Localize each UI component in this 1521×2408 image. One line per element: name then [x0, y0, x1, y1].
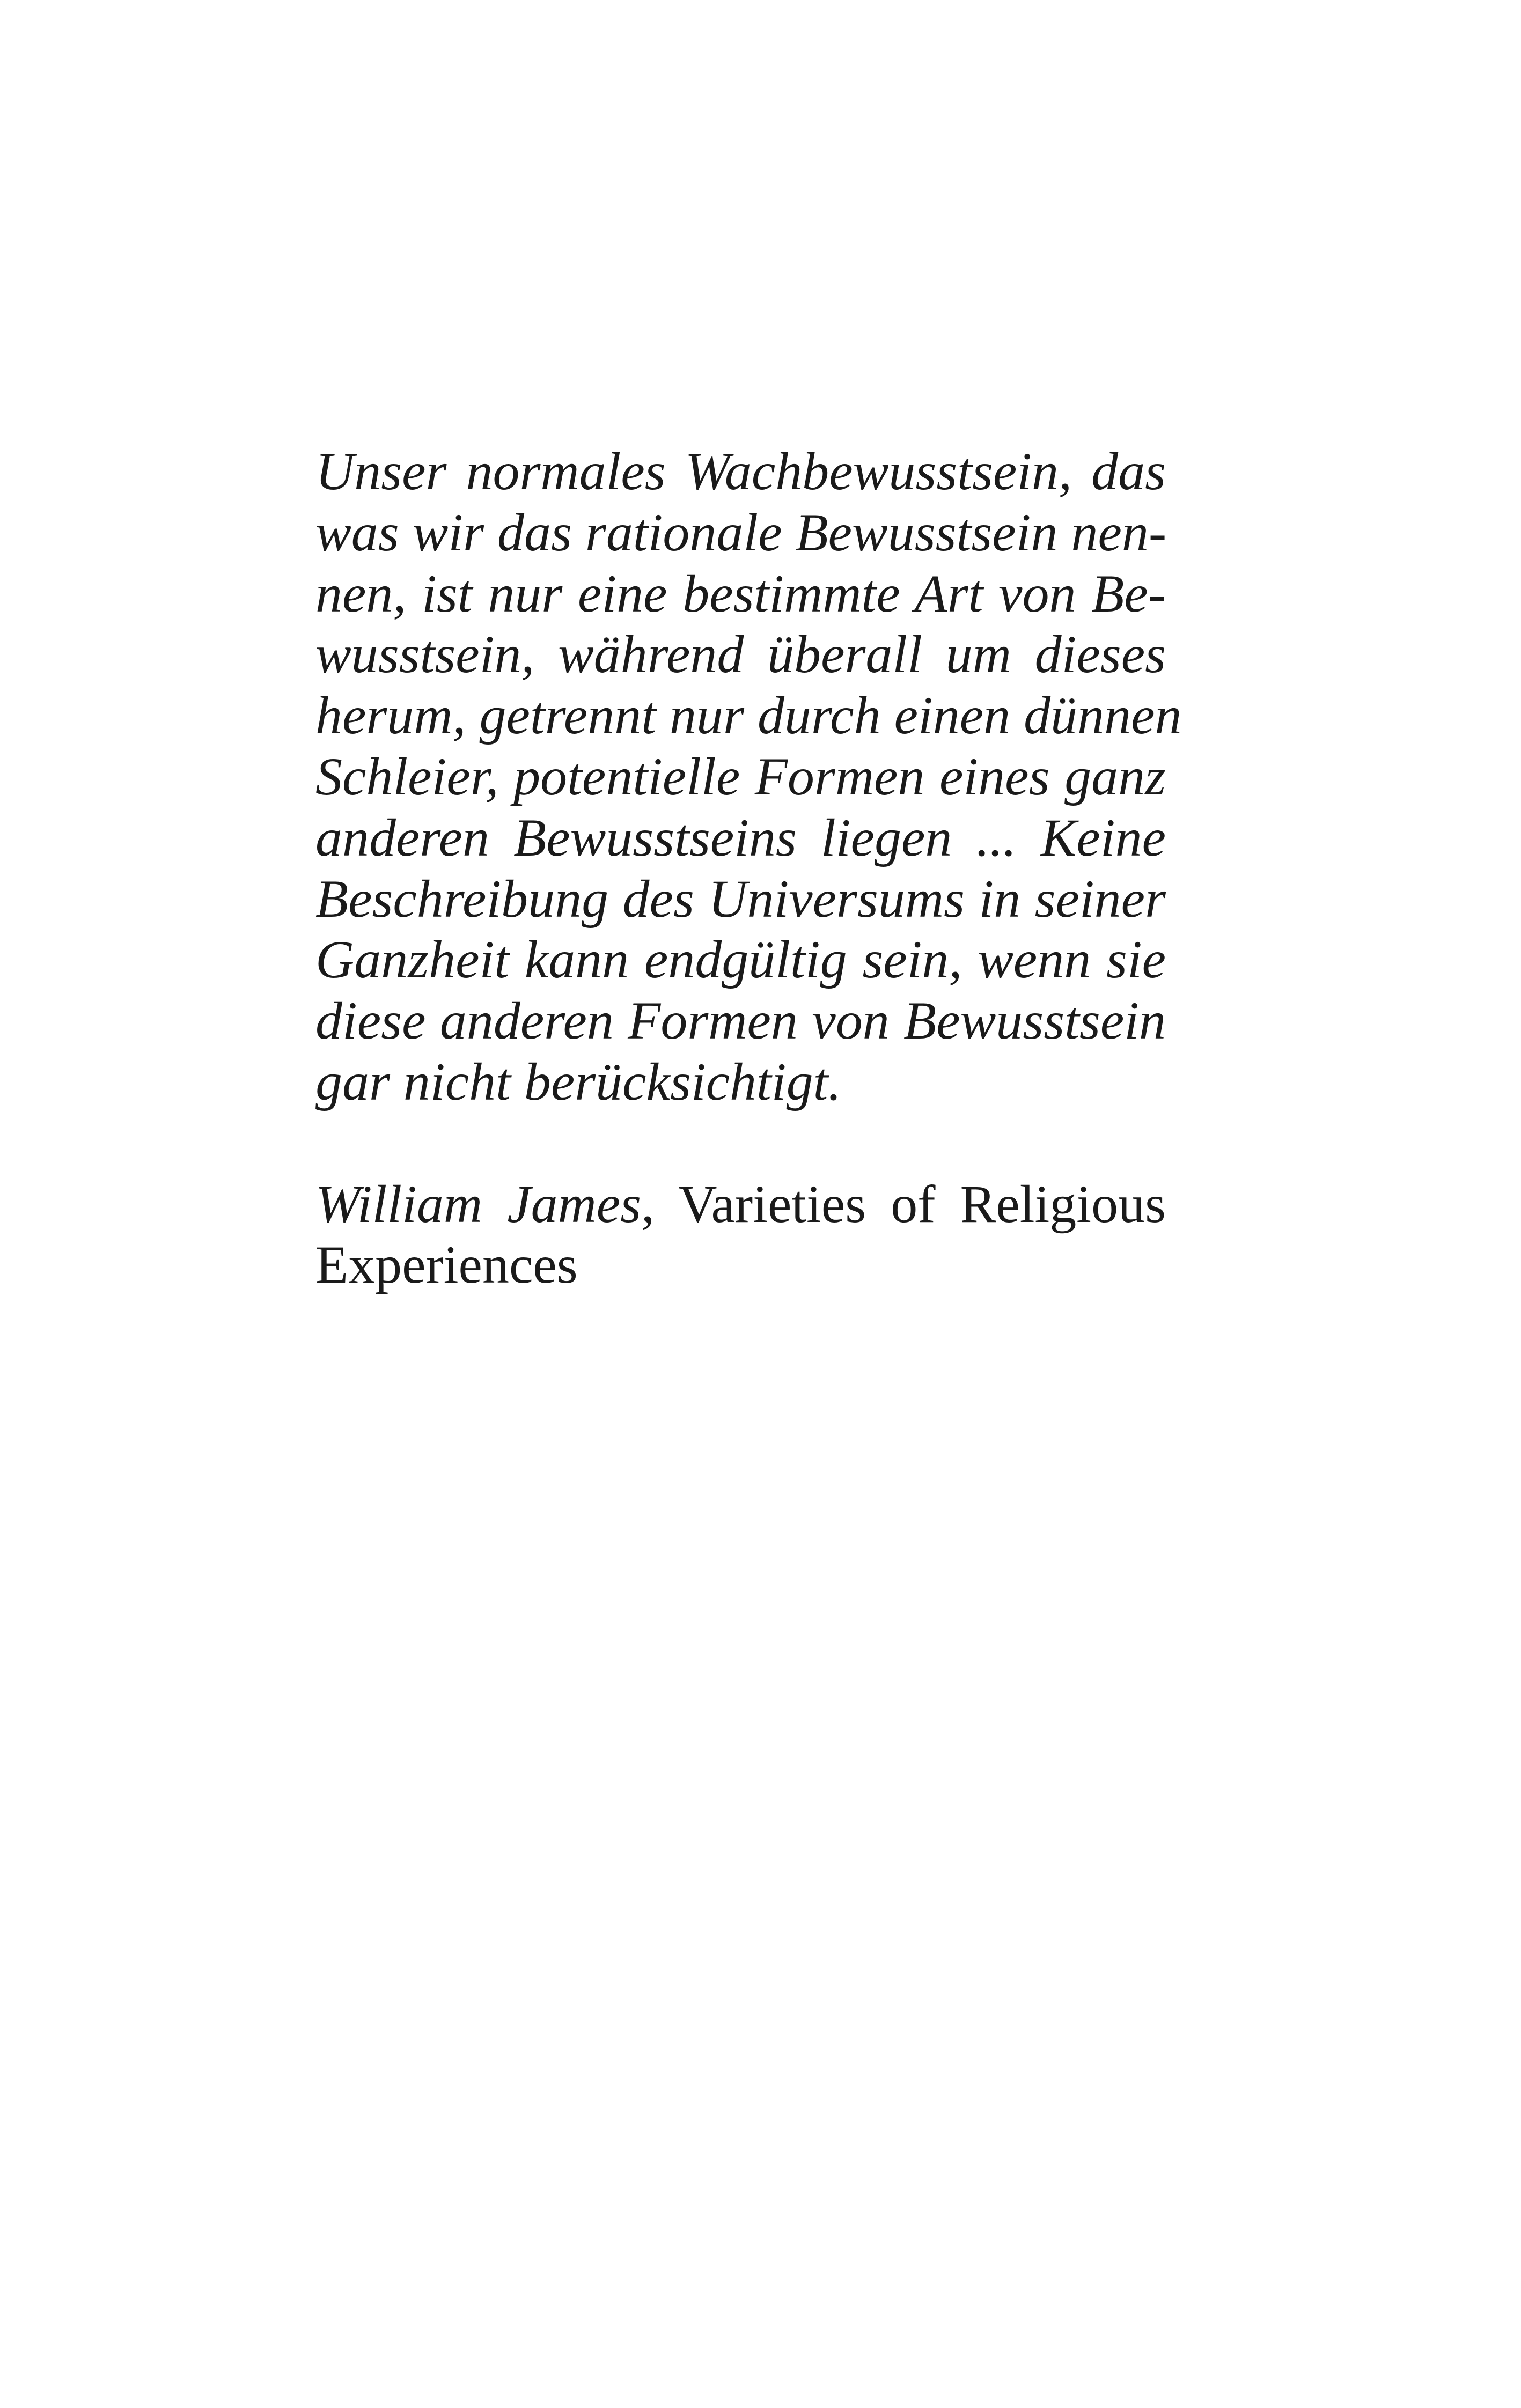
- quote-line: gar nicht berücksichtigt.: [315, 1051, 842, 1111]
- attribution-author: William James: [315, 1174, 642, 1234]
- quote-line: was wir das rationale Bewusstsein nen-: [315, 502, 1167, 562]
- quote-line: Schleier, potentielle Formen eines ganz: [315, 746, 1166, 806]
- quote-line: Unser normales Wachbewusstsein, das: [315, 441, 1166, 501]
- quote-line: wusstsein, während überall um dieses: [315, 624, 1166, 684]
- attribution-title-part-2: Experiences: [315, 1235, 578, 1295]
- quote-line: anderen Bewusstseins liegen ... Keine: [315, 807, 1166, 867]
- epigraph: [315, 441, 1182, 1295]
- epigraph-quote: [315, 441, 1182, 1113]
- attribution-line: [315, 1174, 1166, 1235]
- quote-line: nen, ist nur eine bestimmte Art von Be-: [315, 563, 1166, 623]
- quote-line: diese anderen Formen von Bewusstsein: [315, 991, 1166, 1051]
- attribution-title-part-1: Varieties of Religious: [678, 1174, 1166, 1234]
- quote-line: Ganzheit kann endgültig sein, wenn sie: [315, 930, 1166, 990]
- quote-line: Beschreibung des Universums in seiner: [315, 868, 1166, 929]
- attribution-separator: ,: [641, 1174, 655, 1234]
- quote-line: herum, getrennt nur durch einen dünnen: [315, 686, 1182, 746]
- epigraph-attribution: [315, 1174, 1166, 1296]
